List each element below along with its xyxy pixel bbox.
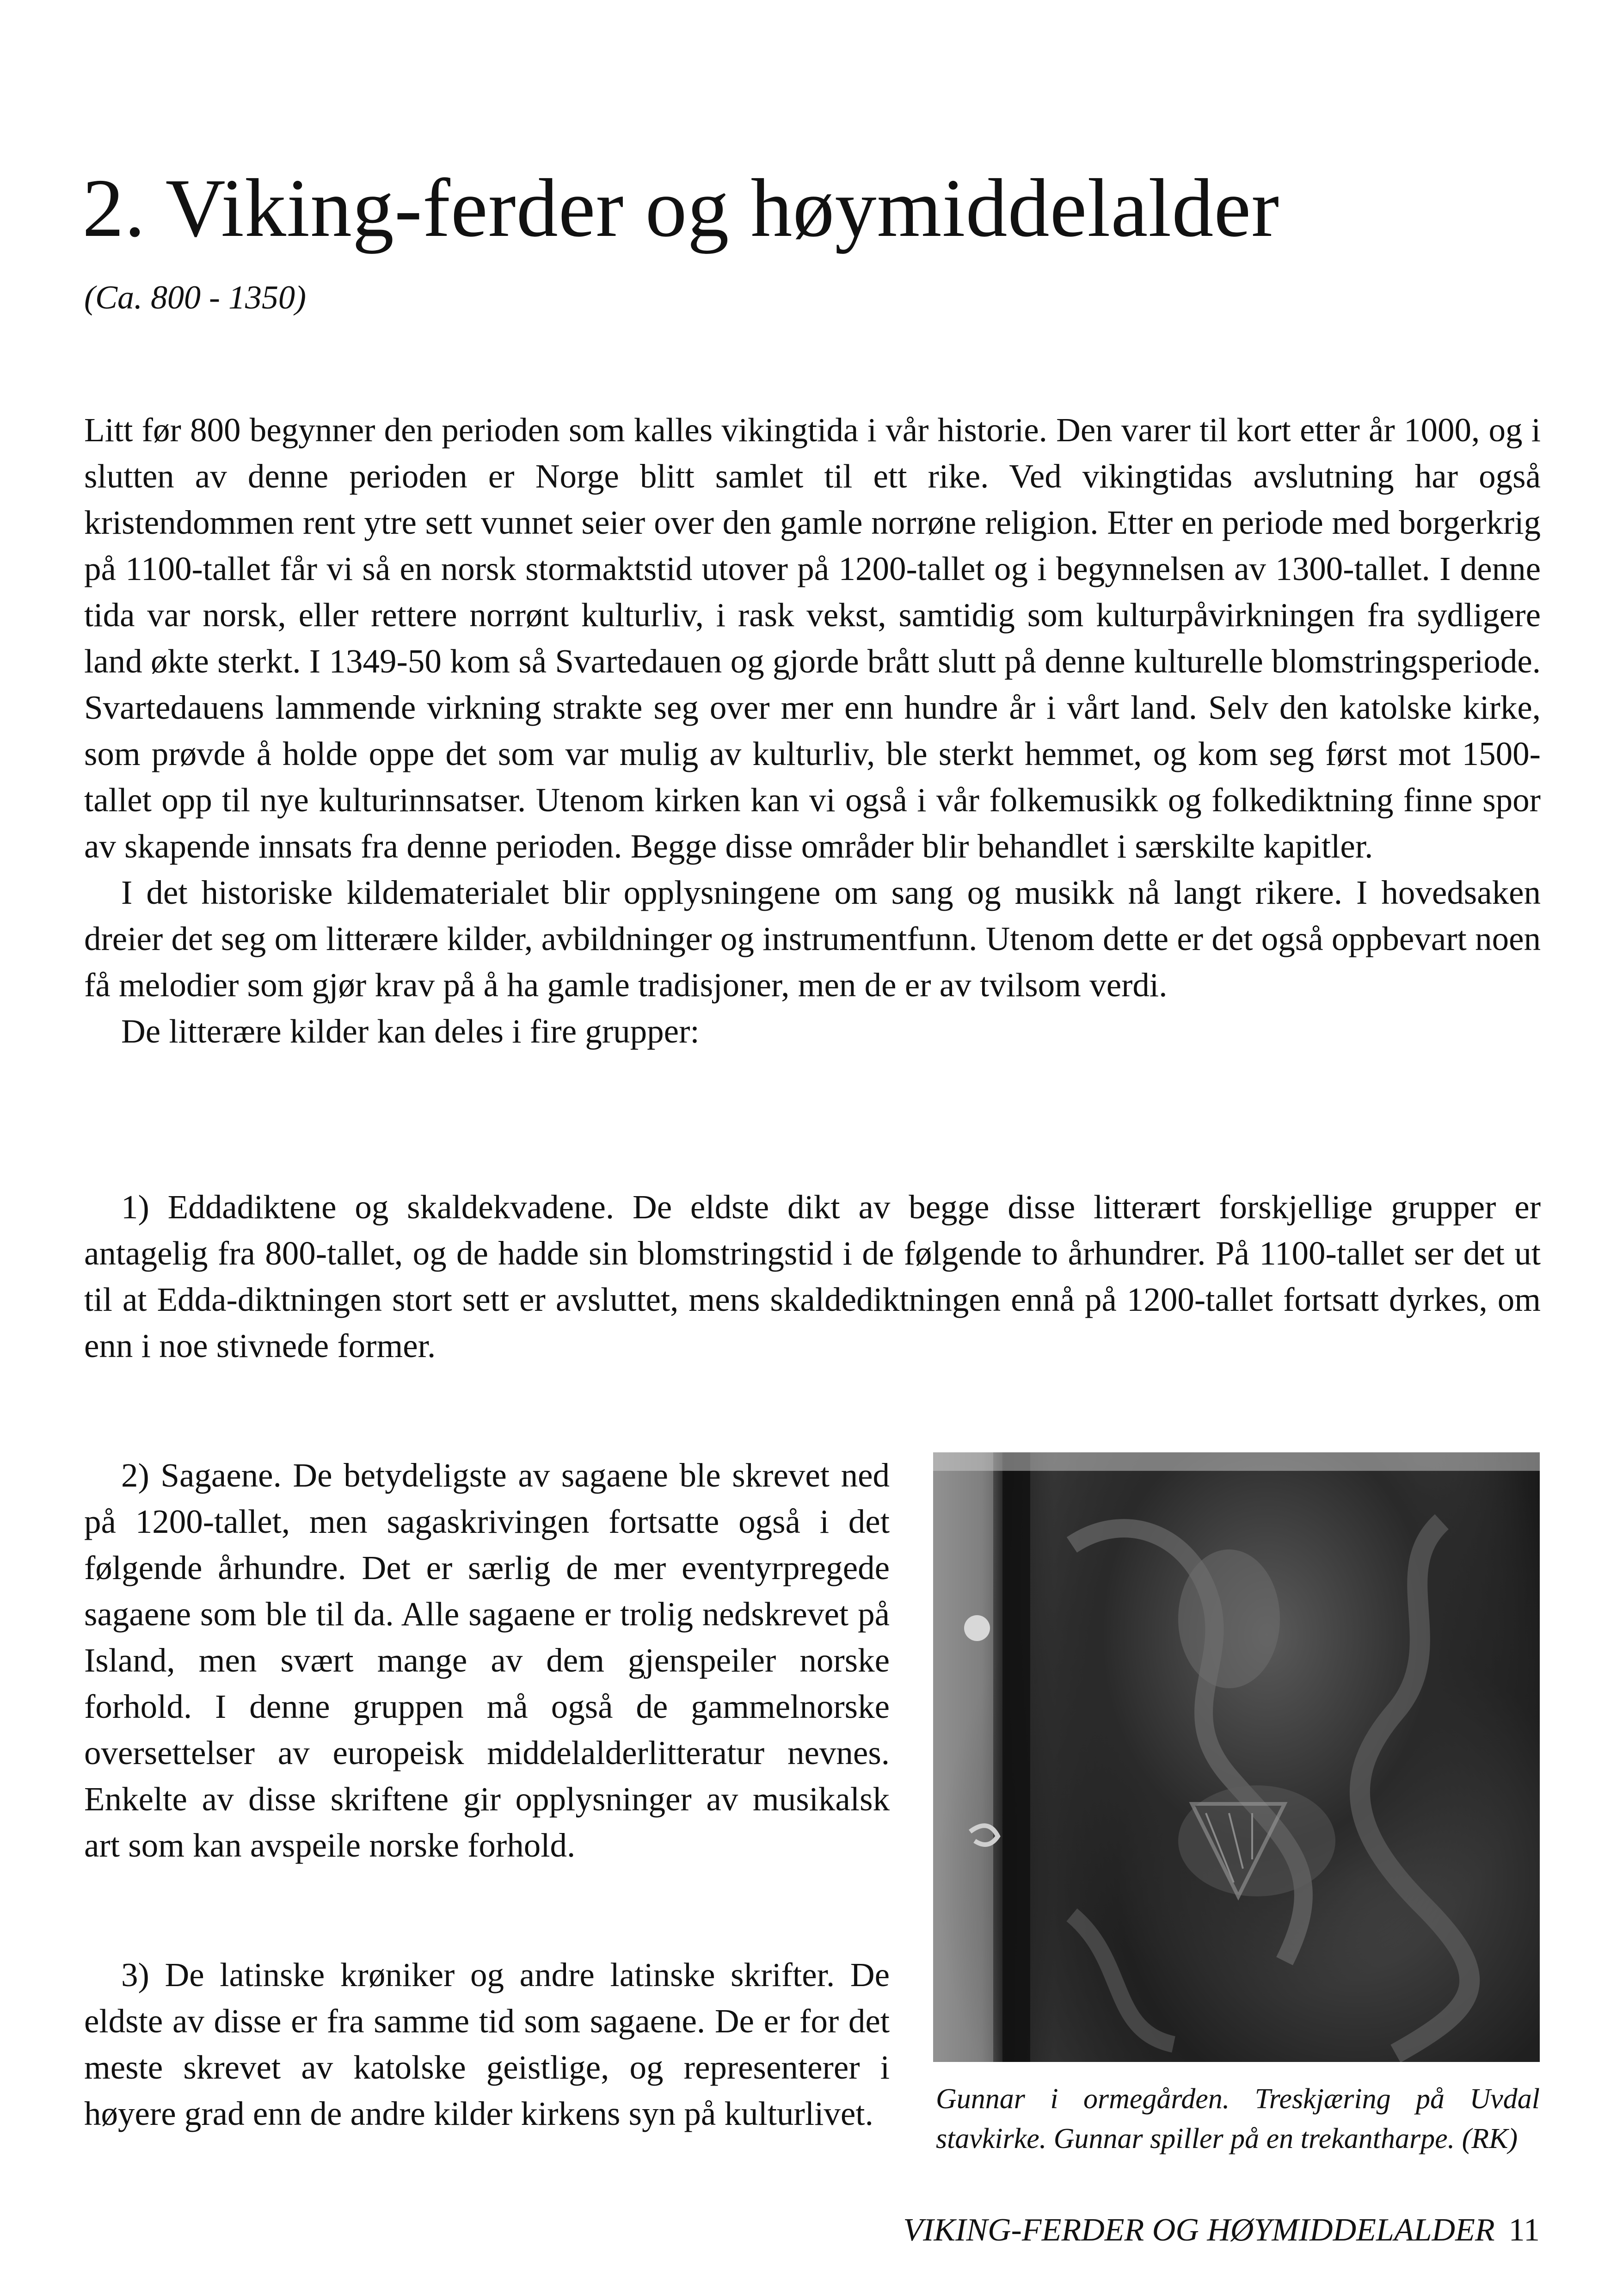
chapter-title: 2. Viking-ferder og høymiddelalder	[82, 162, 1280, 254]
source-group-1	[84, 1184, 1541, 1369]
page-number: 11	[1508, 2212, 1540, 2248]
carving-illustration	[933, 1452, 1540, 2062]
photo-caption: Gunnar i ormegården. Treskjæring på Uvdal stavkirke. Gunnar spiller på en trekantharpe. (RK)	[936, 2083, 1540, 2154]
intro-paragraph-1: Litt før 800 begynner den perioden som kalles vikingtida i vår historie. Den varer til kort etter år 1000, og i slutten av denne perioden er Norge blitt samlet til ett rike. Ved vikingtidas avslutning har også kristendommen rent ytre sett vunnet seier over den gamle norrøne religion. Etter en periode med borgerkrig på 1100-tallet får vi så en norsk stormaktstid utover på 1200-tallet og i begynnelsen av 1300-tallet. I denne tida var norsk, eller rettere norrønt kulturliv, i rask vekst, samtidig som kulturpåvirkningen fra sydligere land økte sterkt. I 1349-50 kom så Svartedauen og gjorde brått slutt på denne kulturelle blomstringsperiode. Svartedauens lammende virkning strakte seg over mer enn hundre år i vårt land. Selv den katolske kirke, som prøvde å holde oppe det som var mulig av kulturliv, ble sterkt hemmet, og kom seg først mot 1500-tallet opp til nye kulturinnsatser. Utenom kirken kan vi også i vår folkemusikk og folkediktning finne spor av skapende innsats fra denne perioden. Begge disse områder blir behandlet i særskilte kapitler.	[84, 411, 1541, 865]
page-footer	[903, 2212, 1540, 2249]
intro-paragraph-3: De litterære kilder kan deles i fire grupper:	[121, 1012, 700, 1050]
intro-section	[84, 407, 1541, 1055]
source-group-2	[84, 1452, 890, 1869]
running-head: VIKING-FERDER OG HØYMIDDELALDER	[903, 2212, 1495, 2248]
chapter-period: (Ca. 800 - 1350)	[84, 279, 306, 316]
intro-paragraph-2: I det historiske kildematerialet blir opplysningene om sang og musikk nå langt rikere. I hovedsaken dreier det seg om litterære kilder, avbildninger og instrumentfunn. Utenom dette er det også oppbevart noen få melodier som gjør krav på å ha gamle tradisjoner, men de er av tvilsom verdi.	[84, 874, 1541, 1004]
source-group-3	[84, 1952, 890, 2137]
group-3-text: 3) De latinske krøniker og andre latinske skrifter. De eldste av disse er fra samme tid som sagaene. De er for det meste skrevet av katolske geistlige, og representerer i høyere grad enn de andre kilder kirkens syn på kulturlivet.	[84, 1956, 890, 2132]
woodcarving-photo	[933, 1452, 1540, 2062]
group-2-text: 2) Sagaene. De betydeligste av sagaene ble skrevet ned på 1200-tallet, men sagaskrivingen fortsatte også i det følgende århundre. Det er særlig de mer eventyrpregede sagaene som ble til da. Alle sagaene er trolig nedskrevet på Island, men svært mange av dem gjenspeiler norske forhold. I denne gruppen må også de gammelnorske oversettelser av europeisk middelalderlitteratur nevnes. Enkelte av disse skriftene gir opplysninger av musikalsk art som kan avspeile norske forhold.	[84, 1457, 890, 1864]
group-1-text: 1) Eddadiktene og skaldekvadene. De eldste dikt av begge disse litterært forskjellige grupper er antagelig fra 800-tallet, og de hadde sin blomstringstid i de følgende to århundrer. På 1100-tallet ser det ut til at Edda-diktningen stort sett er avsluttet, mens skaldediktningen ennå på 1200-tallet fortsatt dyrkes, om enn i noe stivnede former.	[84, 1188, 1541, 1364]
